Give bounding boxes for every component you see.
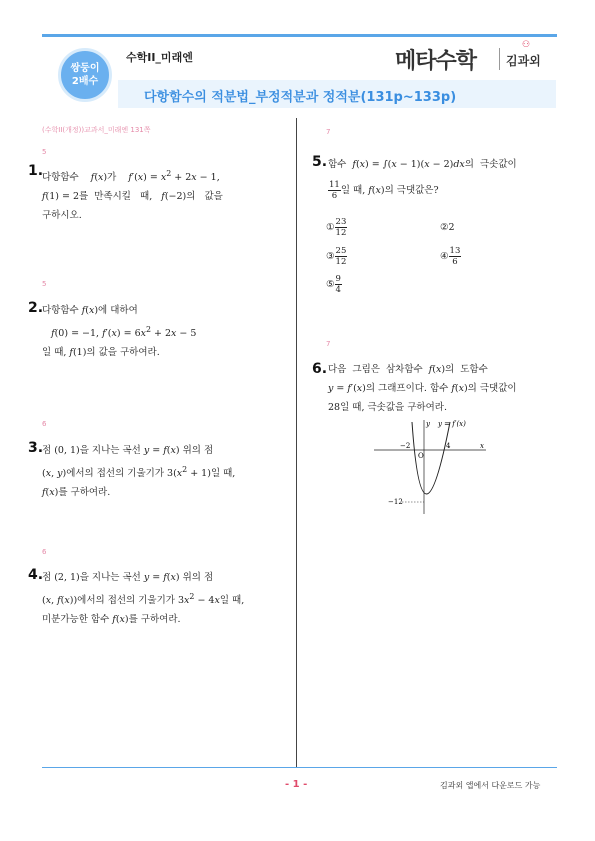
- question-text: 다항함수 f(x)에 대하여 f(0) = −1, $f'(x) = 6x^2 + 2x - 5$ 일 때, f(1)의 값을 구하여라.: [42, 305, 197, 359]
- source-reference: (수학II(개정))교과서_미래엔 131쪽: [42, 126, 151, 134]
- option-value: 2: [448, 222, 455, 233]
- question-number: 6.: [312, 361, 328, 377]
- option-mark: ④: [440, 251, 449, 262]
- option-4[interactable]: [440, 246, 461, 267]
- y-axis-label: y: [426, 420, 430, 428]
- badge-line2: 2배수: [71, 76, 99, 87]
- x-tick-right: 4: [446, 442, 451, 450]
- page-ref: 6: [42, 548, 47, 556]
- curve-label: y = f′(x): [438, 420, 466, 428]
- question-text: 다항함수 f(x)가 $f'(x) = x^2 + 2x - 1$, f(1) = 2를 만족시킬 때, f(−2)의 값을 구하시오.: [42, 169, 223, 222]
- page-ref: 6: [42, 420, 47, 428]
- badge: [58, 48, 112, 102]
- question-text: 점 (2, 1)을 지나는 곡선 y = f(x) 위의 점 (x, f(x))에서의 접선의 기울기가 $3x^2 - 4x$일 때, 미분가능한 함수 f(x)를 구하여라.: [42, 572, 245, 626]
- footer-note: 김과외 앱에서 다운로드 가능: [440, 781, 541, 790]
- option-2[interactable]: [440, 222, 455, 233]
- page-title: 다항함수의 적분법_부정적분과 정적분(131p~133p): [144, 90, 457, 105]
- page-ref: 7: [326, 340, 331, 348]
- option-5[interactable]: [326, 274, 342, 295]
- question-number: 1.: [28, 163, 44, 179]
- brand-logo: 메타수학: [395, 49, 477, 74]
- question-text: 함수 f(x) = ∫(x − 1)(x − 2)dx의 극솟값이 $\frac{11}{6}$ 일 때, f(x)의 극댓값은?: [328, 159, 517, 201]
- option-numerator: 13: [449, 246, 461, 256]
- x-tick-left: −2: [400, 442, 411, 450]
- logo-mark-icon: ⚇: [522, 40, 531, 50]
- page-ref: 7: [326, 128, 331, 136]
- option-denominator: 4: [335, 285, 341, 295]
- footer-line: [42, 767, 557, 768]
- page-ref: 5: [42, 148, 47, 156]
- brand-logo-secondary: 김과외: [506, 54, 541, 68]
- option-numerator: 25: [335, 246, 347, 256]
- option-mark: ①: [326, 222, 335, 233]
- option-mark: ⑤: [326, 279, 335, 290]
- header-top-line: [42, 34, 557, 37]
- derivative-graph: [370, 416, 490, 516]
- option-denominator: 6: [452, 257, 458, 267]
- option-numerator: 9: [335, 274, 341, 284]
- question-number: 2.: [28, 300, 44, 316]
- badge-line1: 쌍둥이: [70, 63, 100, 74]
- option-1[interactable]: [326, 217, 347, 238]
- option-3[interactable]: [326, 246, 347, 267]
- question-text: 다음 그림은 삼차함수 f(x)의 도함수 y = f′(x)의 그래프이다. 함수 f(x)의 극댓값이 28일 때, 극솟값을 구하여라.: [328, 364, 517, 413]
- subject-label: 수학II_미래엔: [126, 51, 193, 64]
- page-ref: 5: [42, 280, 47, 288]
- option-mark: ③: [326, 251, 335, 262]
- question-number: 5.: [312, 154, 328, 170]
- x-axis-label: x: [480, 442, 484, 450]
- logo-divider: [499, 48, 500, 70]
- option-denominator: 12: [335, 257, 347, 267]
- question-text: 점 (0, 1)을 지나는 곡선 y = f(x) 위의 점 (x, y)에서의 접선의 기울기가 $3(x^2 + 1)$일 때, f(x)를 구하여라.: [42, 445, 236, 499]
- option-numerator: 23: [335, 217, 347, 227]
- question-number: 4.: [28, 567, 44, 583]
- option-mark: ②: [440, 222, 449, 233]
- option-denominator: 12: [335, 228, 347, 238]
- y-tick-min: −12: [388, 498, 403, 506]
- question-number: 3.: [28, 440, 44, 456]
- column-divider: [296, 118, 297, 768]
- origin-label: O: [418, 452, 424, 460]
- page-number: - 1 -: [285, 779, 308, 790]
